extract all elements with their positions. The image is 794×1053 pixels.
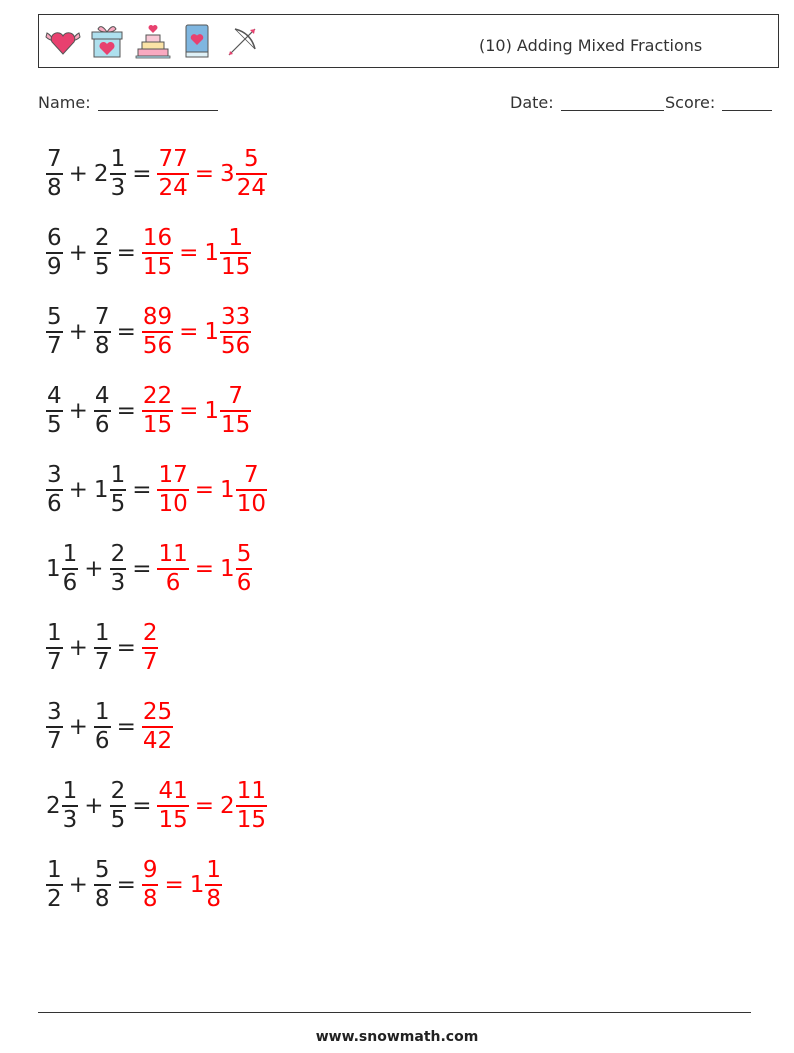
plus-sign: + [68, 872, 88, 898]
denominator: 8 [94, 332, 110, 359]
denominator: 9 [47, 253, 62, 280]
numerator: 7 [47, 146, 62, 173]
equals-sign: = [164, 872, 184, 898]
addend-b-fraction [110, 780, 127, 832]
numerator: 2 [142, 620, 158, 647]
plus-sign: + [84, 793, 104, 819]
mixed-number-whole: 1 [220, 556, 235, 582]
plus-sign: + [68, 398, 88, 424]
mixed-number-fraction [236, 148, 267, 200]
problem-row [46, 855, 222, 915]
problem-row [46, 223, 251, 283]
numerator: 1 [47, 620, 62, 647]
answer [142, 385, 251, 437]
mixed-number-whole: 1 [204, 398, 220, 424]
numerator: 11 [158, 541, 188, 568]
numerator: 1 [94, 620, 110, 647]
numerator: 2 [110, 541, 126, 568]
mixed-number-whole: 3 [220, 161, 235, 187]
mixed-number-whole: 1 [204, 240, 220, 266]
numerator: 9 [142, 857, 158, 884]
numerator: 2 [94, 225, 110, 252]
numerator: 1 [94, 699, 110, 726]
date-blank [561, 94, 664, 111]
mixed-number-fraction [236, 543, 253, 595]
answer [157, 148, 266, 200]
problem-row [46, 144, 267, 204]
problem-row [46, 302, 251, 362]
numerator: 6 [47, 225, 62, 252]
problem-row [46, 618, 158, 678]
denominator: 8 [206, 885, 222, 912]
numerator: 5 [47, 304, 62, 331]
wedding-cake-icon [133, 21, 173, 61]
denominator: 8 [47, 174, 62, 201]
addend-a-fraction [46, 859, 63, 911]
improper-fraction [142, 306, 173, 358]
answer [142, 622, 159, 674]
plus-sign: + [68, 714, 88, 740]
numerator: 22 [142, 383, 173, 410]
love-book-icon [177, 21, 217, 61]
numerator: 4 [94, 383, 110, 410]
denominator: 10 [236, 490, 266, 517]
denominator: 5 [110, 806, 126, 833]
denominator: 3 [110, 174, 126, 201]
numerator: 1 [206, 857, 222, 884]
equals-sign: = [116, 714, 136, 740]
improper-fraction [142, 622, 159, 674]
score-blank [722, 94, 772, 111]
plus-sign: + [68, 319, 88, 345]
numerator: 3 [47, 462, 62, 489]
addend-b-fraction [94, 306, 111, 358]
addend-b-fraction [94, 622, 111, 674]
answer [142, 306, 251, 358]
improper-fraction [157, 148, 188, 200]
answer [157, 780, 266, 832]
denominator: 15 [142, 253, 173, 280]
numerator: 1 [47, 857, 62, 884]
numerator: 16 [142, 225, 173, 252]
numerator: 17 [158, 462, 188, 489]
improper-fraction [142, 701, 173, 753]
equals-sign: = [116, 398, 136, 424]
name-label: Name: [38, 93, 91, 112]
winged-heart-icon [43, 21, 83, 61]
improper-fraction [157, 543, 188, 595]
mixed-number-whole: 1 [189, 872, 205, 898]
addend-b-fraction [110, 543, 127, 595]
worksheet-header [38, 14, 779, 68]
denominator: 15 [221, 411, 251, 438]
denominator: 6 [165, 569, 181, 596]
denominator: 56 [221, 332, 251, 359]
equals-sign: = [132, 477, 152, 503]
denominator: 42 [142, 727, 173, 754]
mixed-number-fraction [236, 780, 267, 832]
answer [157, 543, 252, 595]
denominator: 6 [62, 569, 78, 596]
answer [142, 227, 251, 279]
plus-sign: + [84, 556, 104, 582]
addend-b-whole: 1 [93, 477, 109, 503]
denominator: 15 [221, 253, 251, 280]
answer [142, 859, 222, 911]
numerator: 1 [228, 225, 243, 252]
denominator: 6 [236, 569, 252, 596]
gift-box-icon [87, 21, 127, 61]
denominator: 6 [47, 490, 62, 517]
numerator: 25 [142, 699, 173, 726]
equals-sign: = [194, 556, 215, 582]
equals-sign: = [132, 161, 152, 187]
mixed-number-whole: 1 [204, 319, 220, 345]
numerator: 1 [62, 778, 78, 805]
denominator: 3 [62, 806, 78, 833]
addend-a-fraction [62, 780, 79, 832]
page-title: (10) Adding Mixed Fractions [479, 36, 703, 55]
plus-sign: + [68, 240, 88, 266]
denominator: 5 [94, 253, 110, 280]
denominator: 10 [158, 490, 188, 517]
denominator: 15 [236, 806, 266, 833]
addend-b-fraction [94, 227, 111, 279]
addend-a-fraction [46, 622, 63, 674]
addend-a-fraction [46, 227, 63, 279]
date-label: Date: [510, 93, 554, 112]
numerator: 7 [94, 304, 110, 331]
equals-sign: = [194, 793, 215, 819]
name-blank [98, 94, 218, 111]
addend-b-fraction [94, 701, 111, 753]
improper-fraction [142, 385, 173, 437]
equals-sign: = [116, 240, 136, 266]
addend-a-whole: 2 [46, 793, 61, 819]
mixed-number-fraction [220, 306, 251, 358]
addend-a-fraction [62, 543, 79, 595]
equals-sign: = [132, 793, 152, 819]
numerator: 1 [62, 541, 78, 568]
equals-sign: = [132, 556, 152, 582]
denominator: 24 [158, 174, 188, 201]
denominator: 7 [47, 727, 62, 754]
addend-a-fraction [46, 701, 63, 753]
footer-divider [38, 1012, 751, 1013]
denominator: 5 [47, 411, 62, 438]
bow-arrow-icon [223, 21, 263, 61]
addend-a-fraction [46, 385, 63, 437]
equals-sign: = [179, 319, 199, 345]
addend-a-whole: 1 [46, 556, 61, 582]
denominator: 7 [47, 648, 62, 675]
problem-row [46, 539, 252, 599]
denominator: 2 [47, 885, 62, 912]
score-field [665, 93, 772, 112]
answer [142, 701, 173, 753]
equals-sign: = [116, 872, 136, 898]
addend-a-fraction [46, 306, 63, 358]
addend-b-fraction [110, 464, 127, 516]
mixed-number-fraction [220, 227, 251, 279]
footer-url: www.snowmath.com [315, 1029, 479, 1045]
improper-fraction [157, 780, 188, 832]
improper-fraction [157, 464, 188, 516]
denominator: 6 [94, 727, 110, 754]
score-label: Score: [665, 93, 716, 112]
addend-b-whole: 2 [93, 161, 109, 187]
mixed-number-fraction [205, 859, 222, 911]
equals-sign: = [116, 635, 136, 661]
mixed-number-whole: 2 [220, 793, 235, 819]
denominator: 56 [142, 332, 173, 359]
denominator: 8 [94, 885, 110, 912]
plus-sign: + [68, 477, 88, 503]
mixed-number-fraction [236, 464, 267, 516]
numerator: 5 [94, 857, 110, 884]
plus-sign: + [68, 161, 88, 187]
numerator: 5 [244, 146, 259, 173]
numerator: 2 [110, 778, 126, 805]
addend-a-fraction [46, 148, 63, 200]
improper-fraction [142, 227, 173, 279]
denominator: 15 [142, 411, 173, 438]
denominator: 24 [236, 174, 266, 201]
numerator: 41 [158, 778, 188, 805]
numerator: 89 [142, 304, 173, 331]
problem-row [46, 697, 173, 757]
equals-sign: = [179, 398, 199, 424]
numerator: 77 [158, 146, 188, 173]
addend-b-fraction [94, 385, 111, 437]
plus-sign: + [68, 635, 88, 661]
numerator: 7 [244, 462, 259, 489]
improper-fraction [142, 859, 159, 911]
numerator: 1 [110, 462, 126, 489]
denominator: 7 [47, 332, 62, 359]
date-field [510, 93, 664, 112]
addend-b-fraction [94, 859, 111, 911]
mixed-number-fraction [220, 385, 251, 437]
denominator: 3 [110, 569, 126, 596]
problem-row [46, 460, 267, 520]
numerator: 4 [47, 383, 62, 410]
equals-sign: = [194, 477, 215, 503]
name-field [38, 93, 218, 112]
equals-sign: = [194, 161, 215, 187]
answer [157, 464, 266, 516]
denominator: 6 [94, 411, 110, 438]
equals-sign: = [179, 240, 199, 266]
denominator: 15 [158, 806, 188, 833]
denominator: 7 [142, 648, 158, 675]
problem-row [46, 381, 251, 441]
denominator: 7 [94, 648, 110, 675]
problem-row [46, 776, 267, 836]
mixed-number-whole: 1 [220, 477, 235, 503]
numerator: 33 [221, 304, 251, 331]
numerator: 3 [47, 699, 62, 726]
addend-b-fraction [110, 148, 127, 200]
addend-a-fraction [46, 464, 63, 516]
numerator: 1 [110, 146, 126, 173]
denominator: 5 [110, 490, 126, 517]
equals-sign: = [116, 319, 136, 345]
denominator: 8 [142, 885, 158, 912]
numerator: 7 [228, 383, 243, 410]
numerator: 11 [236, 778, 266, 805]
numerator: 5 [236, 541, 252, 568]
